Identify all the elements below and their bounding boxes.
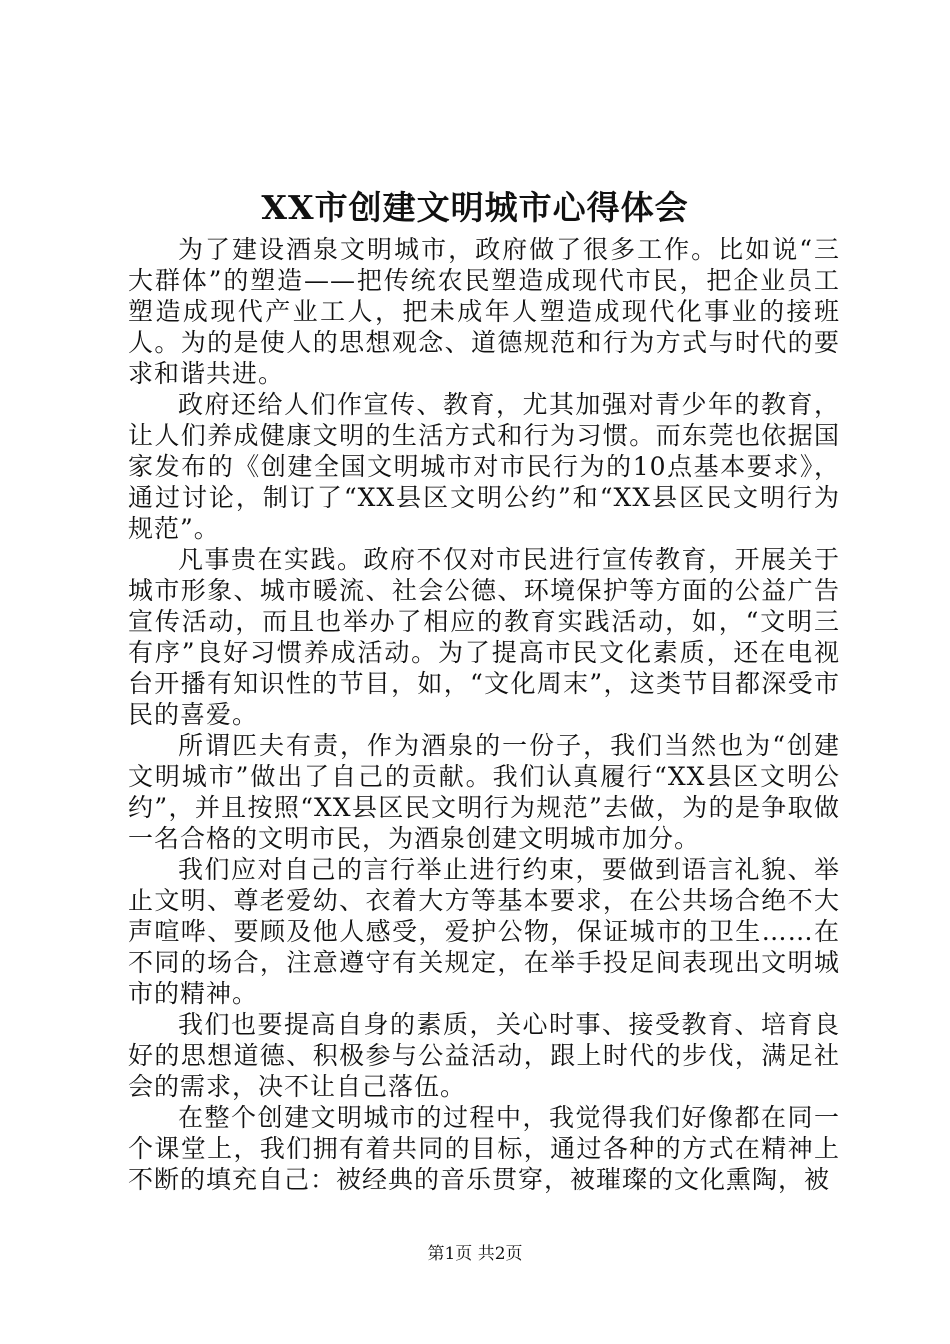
paragraph-5: 我们应对自己的言行举止进行约束，要做到语言礼貌、举止文明、尊老爱幼、衣着大方等基本要求，在公共场合绝不大声喧哗、要顾及他人感受，爱护公物，保证城市的卫生……在不同的场合，注意遵守有关规定，在举手投足间表现出文明城市的精神。 — [128, 855, 840, 1008]
document-title: XX市创建文明城市心得体会 — [261, 188, 689, 227]
paragraph-3: 凡事贵在实践。政府不仅对市民进行宣传教育，开展关于城市形象、城市暖流、社会公德、环境保护等方面的公益广告宣传活动，而且也举办了相应的教育实践活动，如，“文明三有序”良好习惯养成活动。为了提高市民文化素质，还在电视台开播有知识性的节目，如，“文化周末”，这类节目都深受市民的喜爱。 — [128, 545, 840, 729]
page-number: 第1页 共2页 — [427, 1244, 523, 1264]
paragraph-4: 所谓匹夫有责，作为酒泉的一份子，我们当然也为“创建文明城市”做出了自己的贡献。我们认真履行“XX县区文明公约”，并且按照“XX县区民文明行为规范”去做，为的是争取做一名合格的文明市民，为酒泉创建文明城市加分。 — [128, 731, 840, 853]
paragraph-2: 政府还给人们作宣传、教育，尤其加强对青少年的教育，让人们养成健康文明的生活方式和行为习惯。而东莞也依据国家发布的《创建全国文明城市对市民行为的10点基本要求》，通过讨论，制订了“XX县区文明公约”和“XX县区民文明行为规范”。 — [128, 390, 840, 543]
paragraph-7: 在整个创建文明城市的过程中，我觉得我们好像都在同一个课堂上，我们拥有着共同的目标，通过各种的方式在精神上不断的填充自己：被经典的音乐贯穿，被璀璨的文化熏陶，被 — [128, 1103, 840, 1194]
document-body — [128, 234, 840, 1195]
paragraph-1: 为了建设酒泉文明城市，政府做了很多工作。比如说“三大群体”的塑造——把传统农民塑造成现代市民，把企业员工塑造成现代产业工人，把未成年人塑造成现代化事业的接班人。为的是使人的思想观念、道德规范和行为方式与时代的要求和谐共进。 — [128, 235, 840, 388]
paragraph-6: 我们也要提高自身的素质，关心时事、接受教育、培育良好的思想道德、积极参与公益活动，跟上时代的步伐，满足社会的需求，决不让自己落伍。 — [128, 1010, 840, 1101]
